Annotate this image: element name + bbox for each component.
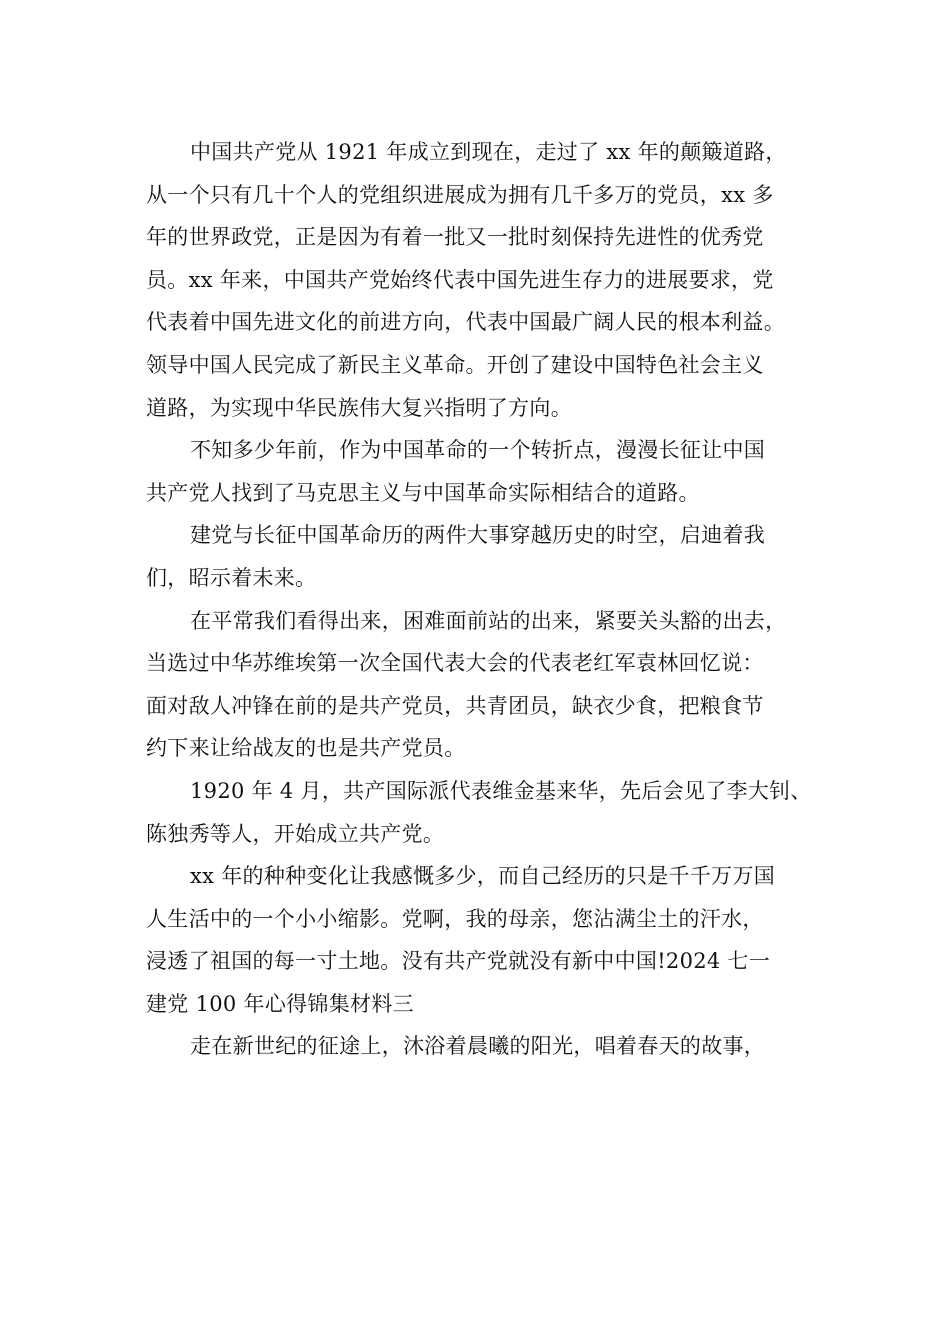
text-line: 建党与长征中国革命历的两件大事穿越历史的时空，启迪着我 xyxy=(190,523,766,548)
text-line: 员。xx 年来，中国共产党始终代表中国先进生存力的进展要求，党 xyxy=(146,267,774,292)
text-line: 1920 年 4 月，共产国际派代表维金基来华，先后会见了李大钊、 xyxy=(190,778,812,803)
text-line: 共产党人找到了马克思主义与中国革命实际相结合的道路。 xyxy=(146,480,700,505)
text-line: 约下来让给战友的也是共产党员。 xyxy=(146,736,466,761)
text-line: 建党 100 年心得锦集材料三 xyxy=(146,991,414,1016)
text-line: 们，昭示着未来。 xyxy=(146,565,317,590)
text-line: 人生活中的一个小小缩影。党啊，我的母亲，您沾满尘土的汗水， xyxy=(146,906,764,931)
text-line: 从一个只有几十个人的党组织进展成为拥有几千多万的党员，xx 多 xyxy=(146,182,774,207)
text-line: 代表着中国先进文化的前进方向，代表中国最广阔人民的根本利益。 xyxy=(146,310,785,335)
text-line: 不知多少年前，作为中国革命的一个转折点，漫漫长征让中国 xyxy=(190,438,766,463)
document-body xyxy=(146,131,822,1068)
text-line: 在平常我们看得出来，困难面前站的出来，紧要关头豁的出去， xyxy=(190,608,787,633)
text-line: 浸透了祖国的每一寸土地。没有共产党就没有新中中国!2024 七一 xyxy=(146,949,771,974)
text-line: 当选过中华苏维埃第一次全国代表大会的代表老红军袁林回忆说： xyxy=(146,651,764,676)
text-line: 面对敌人冲锋在前的是共产党员，共青团员，缺衣少食，把粮食节 xyxy=(146,693,764,718)
text-line: 中国共产党从 1921 年成立到现在，走过了 xx 年的颠簸道路， xyxy=(190,140,787,164)
text-line: 年的世界政党，正是因为有着一批又一批时刻保持先进性的优秀党 xyxy=(146,225,764,250)
text-line: xx 年的种种变化让我感慨多少，而自己经历的只是千千万万国 xyxy=(190,864,776,889)
text-line: 走在新世纪的征途上，沐浴着晨曦的阳光，唱着春天的故事， xyxy=(190,1034,766,1059)
text-line: 陈独秀等人，开始成立共产党。 xyxy=(146,821,445,846)
text-line: 道路，为实现中华民族伟大复兴指明了方向。 xyxy=(146,395,572,420)
text-line: 领导中国人民完成了新民主义革命。开创了建设中国特色社会主义 xyxy=(146,352,764,377)
